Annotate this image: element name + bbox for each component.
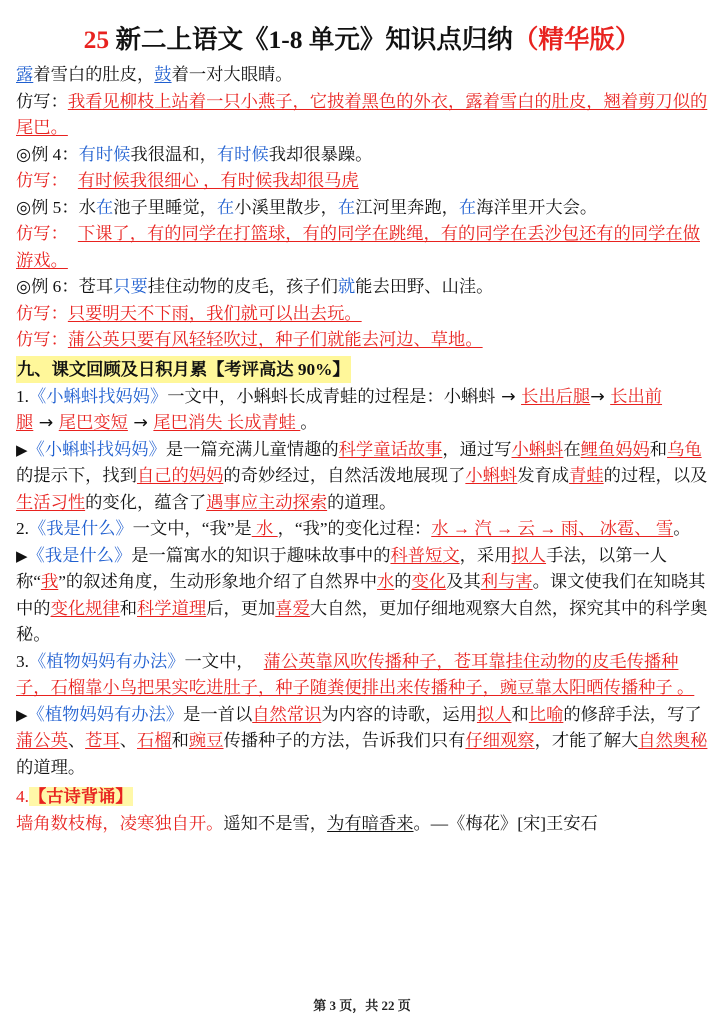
q2b-p7: 。课文使我们在知晓其中的 — [16, 572, 706, 618]
text-line-1 — [16, 62, 708, 89]
q2b-k9: 喜爱 — [275, 598, 310, 618]
q2b-p10: 大自然，更加仔细地观察大自然，探究其中的科学奥秘。 — [16, 598, 708, 644]
text-line-3 — [16, 142, 708, 169]
line1-b: 着雪白的肚皮， — [33, 65, 155, 84]
text-line-4 — [16, 168, 708, 195]
q2b-p2: ，采用 — [459, 545, 512, 565]
line3-t1: 我很温和， — [130, 144, 217, 164]
keyword-zhiyao: 只要 — [113, 277, 148, 296]
example-4-marker: ◎例 4： — [16, 144, 79, 164]
label-fangxie-3: 仿写： — [16, 224, 68, 243]
q2b-k8: 科学道理 — [137, 598, 207, 618]
q3b-p4: 的修辞手法，写了 — [563, 704, 702, 724]
q3-text: 一文中， — [184, 651, 254, 671]
q1b-book-title: 《小蝌蚪找妈妈》 — [27, 439, 166, 459]
example-5-marker: ◎例 5： — [16, 197, 79, 217]
q3-answer: 蒲公英靠风吹传播种子，苍耳靠挂住动物的皮毛传播种子，石榴靠小鸟把果实吃进肚子，种子随粪便排出来传播种子，豌豆靠太阳晒传播种子 。 — [16, 651, 695, 697]
q1b-p3: 在 — [563, 439, 581, 459]
text-line-5 — [16, 195, 708, 222]
q3b-p6: 、 — [119, 731, 138, 750]
page-title — [16, 20, 708, 56]
q1b-p9: 的变化，蕴含了 — [85, 492, 207, 512]
text-line-2 — [16, 89, 708, 142]
q1-answer-1: 长出后腿 — [521, 386, 591, 406]
q2b-p5: 的 — [394, 572, 412, 591]
q3b-p5: 、 — [67, 731, 86, 750]
question-1-explanation — [16, 437, 708, 517]
q3b-k6: 石榴 — [137, 731, 172, 750]
section-heading-9: 九、课文回顾及日积月累【考评高达 90%】 — [16, 356, 351, 383]
q1b-k9: 遇事应主动探索 — [206, 492, 328, 512]
answer-fangxie-2: 有时候我很细心 ，有时候我却很马虎 — [77, 171, 359, 190]
q3-book-title: 《植物妈妈有办法》 — [28, 651, 185, 671]
q2-answer-2: 水 → 汽 → 云 → 雨、 冰雹、 雪 — [431, 519, 674, 538]
q3b-k3: 比喻 — [528, 704, 564, 724]
line5-t0: 水 — [78, 197, 96, 217]
q1-arrow-4: → — [127, 413, 154, 433]
q1-answer-4: 尾巴消失 — [153, 413, 223, 432]
q3b-k8: 仔细观察 — [465, 731, 535, 750]
section-heading-wrap — [16, 356, 708, 383]
q2-text: 一文中，“我”是 — [132, 519, 252, 538]
q3-number: 3. — [16, 651, 29, 671]
q1b-k7: 青蛙 — [569, 466, 604, 485]
example-6-marker: ◎例 6： — [16, 277, 79, 296]
keyword-zai-3: 在 — [337, 197, 356, 217]
line5-t4: 海洋里开大会。 — [476, 197, 598, 217]
q2b-k1: 科普短文 — [390, 545, 460, 565]
q3b-p8: 传播种子的方法，告诉我们只有 — [223, 731, 466, 750]
poem-part-3: 为有暗香来 — [327, 813, 414, 833]
line5-t3: 江河里奔跑， — [355, 197, 459, 217]
q4-heading: 【古诗背诵】 — [28, 787, 133, 806]
page-footer: 第 3 页，共 22 页 — [313, 998, 411, 1013]
q3b-k9: 自然奥秘 — [638, 731, 708, 750]
q2b-k3: 我 — [40, 572, 59, 591]
q2b-k7: 变化规律 — [50, 598, 120, 618]
q2b-p6: 及其 — [446, 572, 481, 591]
q2b-p3: 手法，以第一人称“ — [16, 545, 668, 591]
q1b-p6: 的奇妙经过，自然活泼地展现了 — [223, 466, 466, 485]
q3b-k1: 自然常识 — [252, 704, 322, 724]
line1-d: 着一对大眼睛。 — [171, 65, 293, 84]
q3b-k4: 蒲公英 — [16, 731, 68, 750]
answer-fangxie-5: 蒲公英只要有风轻轻吹过，种子们就能去河边、草地。 — [67, 330, 483, 349]
q1b-k5: 自己的妈妈 — [136, 466, 224, 485]
q1b-k8: 生活习性 — [16, 492, 86, 512]
triangle-bullet-icon-2: ▶ — [16, 546, 28, 565]
text-line-7 — [16, 274, 708, 301]
question-2-line — [16, 516, 708, 543]
q1-answer-2: 长出前腿 — [16, 386, 663, 432]
label-fangxie-1: 仿写： — [16, 91, 68, 111]
keyword-gu: 鼓 — [154, 65, 172, 84]
q2-answer-1: 水 — [251, 519, 278, 538]
answer-fangxie-1: 我看见柳枝上站着一只小燕子，它披着黑色的外衣，露着雪白的肚皮，翘着剪刀似的尾巴。 — [16, 91, 708, 137]
q3b-p10: 的道理。 — [16, 757, 86, 777]
q2b-p1: 是一篇寓水的知识于趣味故事中的 — [131, 545, 391, 565]
question-3-line — [16, 649, 708, 702]
q2b-k5: 变化 — [411, 572, 447, 591]
q1-arrow-2: → — [590, 386, 611, 407]
q2b-k4: 水 — [376, 572, 395, 591]
keyword-youshihou-2: 有时候 — [216, 144, 269, 164]
triangle-bullet-icon-3: ▶ — [16, 705, 28, 724]
q2b-k6: 利与害 — [480, 572, 533, 591]
q3b-k2: 拟人 — [476, 704, 512, 724]
question-4-poem — [16, 811, 708, 838]
poem-part-1: 墙角数枝梅，凌寒独自开。 — [16, 813, 224, 833]
line7-t1: 挂住动物的皮毛，孩子们 — [147, 277, 338, 296]
q1-answer-5: 长成青蛙 — [222, 413, 301, 432]
question-4-line — [16, 784, 708, 811]
question-1-line — [16, 384, 708, 437]
q3b-p1: 是一首以 — [183, 704, 253, 724]
title-part-2: 新二上语文《1-8 单元》知识点归纳 — [109, 25, 513, 54]
answer-fangxie-3: 下课了，有的同学在打篮球，有的同学在跳绳，有的同学在丢沙包还有的同学在做游戏。 — [16, 224, 700, 270]
title-part-1: 25 — [83, 25, 110, 54]
q2b-p4: ”的叙述角度，生动形象地介绍了自然界中 — [58, 572, 377, 591]
q1-answer-3: 尾巴变短 — [58, 413, 128, 432]
q1b-k3: 鲤鱼妈妈 — [580, 439, 650, 459]
q1b-p8: 的过程，以及 — [603, 466, 708, 485]
q1-text: 一文中，小蝌蚪长成青蛙的过程是：小蝌蚪 — [167, 386, 496, 406]
line7-t2: 能去田野、山洼。 — [355, 277, 494, 296]
q2-book-title: 《我是什么》 — [28, 519, 133, 538]
label-fangxie-4: 仿写： — [16, 303, 68, 323]
q4-number: 4. — [16, 787, 29, 806]
q3b-book-title: 《植物妈妈有办法》 — [27, 704, 184, 724]
label-fangxie-5: 仿写： — [16, 330, 68, 349]
q1b-p10: 的道理。 — [327, 492, 397, 512]
q3b-p7: 和 — [171, 731, 189, 750]
keyword-zai-4: 在 — [458, 197, 477, 217]
keyword-youshihou-1: 有时候 — [78, 144, 131, 164]
label-fangxie-2: 仿写： — [16, 171, 68, 190]
q1-period: 。 — [300, 413, 318, 432]
text-line-6 — [16, 221, 708, 274]
triangle-bullet-icon-1: ▶ — [16, 440, 28, 459]
line5-t2: 小溪里散步， — [234, 197, 338, 217]
question-2-explanation — [16, 543, 708, 649]
q2-text-2: ，“我”的变化过程： — [277, 519, 432, 538]
q2b-k2: 拟人 — [511, 545, 547, 565]
q1b-p5: 的提示下，找到 — [16, 466, 137, 485]
text-line-9 — [16, 327, 708, 354]
poem-part-4: 。—《梅花》[宋]王安石 — [413, 813, 598, 833]
line3-t2: 我却很暴躁。 — [268, 144, 373, 164]
keyword-lu: 露 — [16, 65, 34, 84]
q1b-k6: 小蝌蚪 — [465, 466, 518, 485]
title-part-3: （精华版） — [512, 25, 641, 54]
q1b-k2: 小蝌蚪 — [511, 439, 564, 459]
keyword-jiu: 就 — [337, 277, 356, 296]
keyword-zai-2: 在 — [216, 197, 235, 217]
answer-fangxie-4: 只要明天不下雨，我们就可以出去玩。 — [67, 303, 362, 323]
q3b-k5: 苍耳 — [85, 731, 120, 750]
question-3-explanation — [16, 702, 708, 782]
q1-arrow-1: → — [495, 386, 522, 407]
q3b-p2: 为内容的诗歌，运用 — [321, 704, 477, 724]
keyword-zai-1: 在 — [95, 197, 114, 217]
q2b-p8: 和 — [119, 598, 138, 618]
q2b-p9: 后，更加 — [206, 598, 276, 618]
q1b-p7: 发育成 — [517, 466, 570, 485]
q2-number: 2. — [16, 519, 29, 538]
q1-number: 1. — [16, 386, 29, 406]
text-line-8 — [16, 301, 708, 328]
q1b-p4: 和 — [649, 439, 668, 459]
q1-arrow-3: → — [33, 413, 59, 433]
poem-part-2: 遥知不是雪， — [223, 813, 328, 833]
q2b-book-title: 《我是什么》 — [27, 545, 132, 565]
q2-period: 。 — [673, 519, 691, 538]
q1b-k1: 科学童话故事 — [338, 439, 443, 459]
q1b-k4: 乌龟 — [667, 439, 702, 459]
q3b-k7: 豌豆 — [188, 731, 224, 750]
q1b-p1: 是一篇充满儿童情趣的 — [165, 439, 339, 459]
line5-t1: 池子里睡觉， — [113, 197, 217, 217]
line7-t0: 苍耳 — [78, 277, 114, 296]
q1b-p2: ，通过写 — [442, 439, 512, 459]
q3b-p9: ，才能了解大 — [534, 731, 639, 750]
q1-book-title: 《小蝌蚪找妈妈》 — [28, 386, 168, 406]
q3b-p3: 和 — [511, 704, 529, 724]
